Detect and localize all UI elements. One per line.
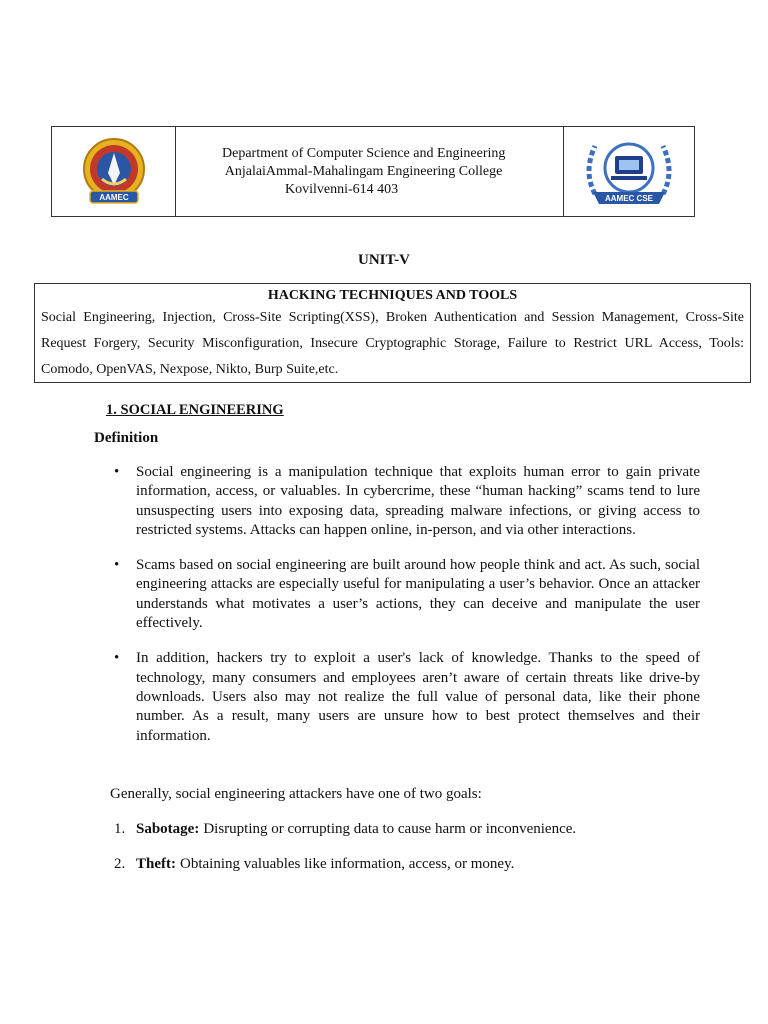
goal-item (114, 855, 704, 874)
department-emblem-text: AAMEC CSE (604, 193, 654, 203)
goal-text: Disrupting or corrupting data to cause harm or inconvenience. (203, 821, 577, 837)
bullet-item (114, 649, 700, 745)
goal-text: Obtaining valuables like information, access, or money. (180, 856, 515, 872)
goals-intro: Generally, social engineering attackers have one of two goals: (110, 786, 482, 802)
college-emblem-icon (74, 135, 154, 209)
goal-term: Sabotage: (136, 821, 200, 837)
topics-body: Social Engineering, Injection, Cross-Site Scripting(XSS), Broken Authentication and Session Management, Cross-Site Request Forgery, Security Misconfiguration, Insecure Cryptographic Storage, Failure to Restrict URL Access, Tools: Comodo, OpenVAS, Nexpose, Nikto, Burp Suite,etc. (41, 310, 744, 377)
bullet-icon: • (114, 464, 120, 480)
goals-list (114, 820, 704, 890)
bullet-item (114, 556, 700, 633)
bullet-icon: • (114, 557, 120, 574)
college-info-cell (176, 127, 564, 216)
bullet-icon: • (114, 650, 120, 667)
college-name: AnjalaiAmmal-Mahalingam Engineering College (222, 163, 503, 179)
department-emblem-icon (573, 132, 685, 212)
bullet-text: Scams based on social engineering are built around how people think and act. As such, social engineering attacks are especially useful for manipulating a user’s behavior. Once an attacker understands what motivates a user’s actions, they can deceive and manipulate the user effectively. (136, 557, 700, 632)
definition-bullets (114, 463, 700, 762)
bullet-item (114, 463, 700, 540)
goal-term: Theft: (136, 856, 176, 872)
college-location: Kovilvenni-614 403 (222, 181, 399, 197)
department-logo-cell (564, 127, 694, 216)
topics-title: HACKING TECHNIQUES AND TOOLS (267, 288, 518, 303)
definition-heading: Definition (94, 430, 159, 446)
college-emblem-text: AAMEC (98, 192, 129, 202)
goal-number: 2. (114, 856, 126, 872)
header-table (51, 126, 695, 217)
goal-item (114, 820, 704, 839)
bullet-text: Social engineering is a manipulation technique that exploits human error to gain private information, access, or valuables. In cybercrime, these “human hacking” scams tend to lure unsuspecting users into exposing data, spreading malware infections, or giving access to restricted systems. Attacks can happen online, in-person, and via other interactions. (136, 464, 700, 538)
department-name: Department of Computer Science and Engineering (222, 145, 506, 161)
section-heading: 1. SOCIAL ENGINEERING (106, 402, 284, 418)
goal-number: 1. (114, 821, 126, 837)
unit-title: UNIT-V (358, 252, 410, 268)
college-logo-cell (52, 127, 176, 216)
topics-box (34, 283, 751, 383)
bullet-text: In addition, hackers try to exploit a user's lack of knowledge. Thanks to the speed of technology, many consumers and employees aren’t aware of certain threats like drive-by downloads. Users also may not realize the full value of personal data, like their phone number. As a result, many users are unsure how to best protect themselves and their information. (136, 650, 700, 744)
